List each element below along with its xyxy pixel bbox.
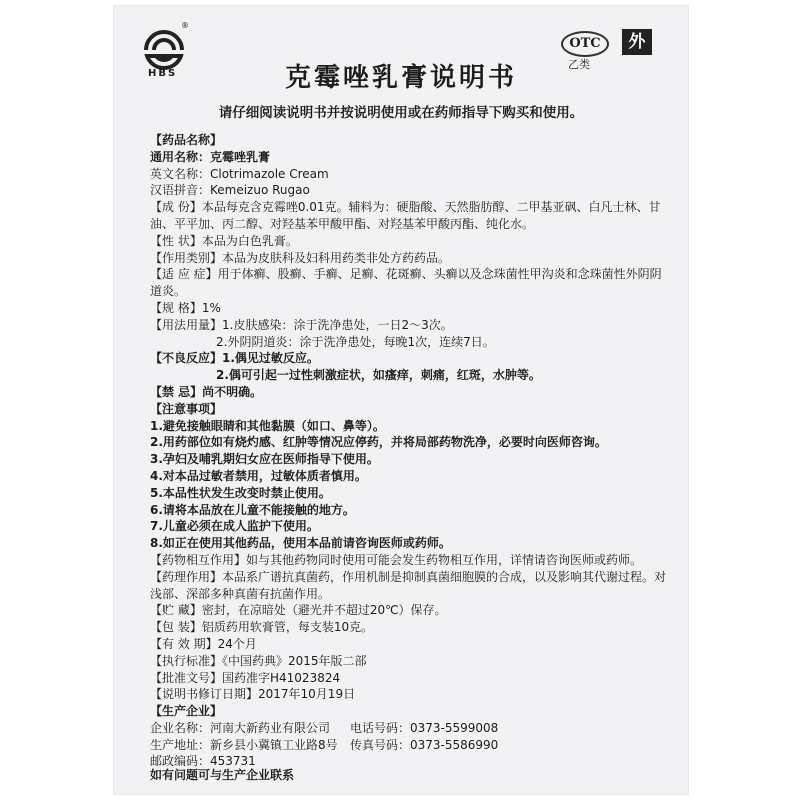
precaution-item: 8.如正在使用其他药品，使用本品前请咨询医师或药师。: [150, 536, 451, 551]
section-indications: 【适 应 症】用于体癣、股癣、手癣、足癣、花斑癣、头癣以及念珠菌性甲沟炎和念珠菌性外阴阴道炎。: [150, 267, 662, 299]
precaution-item: 1.避免接触眼睛和其他黏膜（如口、鼻等）。: [150, 418, 385, 433]
section-standard: 【执行标准】《中国药典》2015年版二部: [150, 653, 367, 668]
company-row-2: [150, 737, 670, 754]
company-fax: 传真号码：0373-5586990: [350, 737, 499, 752]
section-approval: 【批准文号】国药准字H41023824: [150, 670, 341, 685]
section-adverse-2: 2.偶可引起一过性刺激症状，如瘙痒，刺痛，红斑，水肿等。: [216, 368, 541, 383]
registered-mark: ®: [181, 21, 189, 30]
section-ingredients: 【成 份】本品每克含克霉唑0.01克。辅料为：硬脂酸、天然脂肪醇、二甲基亚砜、白凡士林、甘油、平平加、丙二醇、对羟基苯甲酸甲酯、对羟基苯甲酸丙酯、纯化水。: [150, 200, 661, 231]
company-postcode: 邮政编码：453731: [150, 754, 256, 769]
pinyin-name: 汉语拼音：Kemeizuo Rugao: [150, 183, 310, 198]
section-drug-name: 【药品名称】: [150, 133, 223, 147]
section-contraindications: 【禁 忌】尚不明确。: [150, 384, 263, 399]
logo-text: HBS: [148, 68, 178, 79]
section-category: 【作用类别】本品为皮肤科及妇科用药类非处方药药品。: [150, 250, 451, 265]
footer-note: 如有问题可与生产企业联系: [150, 768, 295, 782]
section-spec: 【规 格】1%: [150, 300, 221, 315]
external-use-badge: 外: [622, 29, 652, 55]
precaution-item: 6.请将本品放在儿童不能接触的地方。: [150, 502, 355, 517]
section-usage-2: 2.外阴阴道炎：涂于洗净患处，每晚1次，连续7日。: [216, 334, 495, 349]
page-subtitle: 请仔细阅读说明书并按说明使用或在药师指导下购买和使用。: [218, 105, 584, 121]
otc-badge: OTC: [561, 31, 609, 57]
section-precautions: 【注意事项】: [150, 401, 223, 416]
precaution-item: 2.用药部位如有烧灼感、红肿等情况应停药，并将局部药物洗净，必要时向医师咨询。: [150, 435, 607, 450]
precaution-item: 4.对本品过敏者禁用，过敏体质者慎用。: [150, 468, 367, 483]
section-adverse-1: 【不良反应】1.偶见过敏反应。: [150, 351, 319, 366]
section-package: 【包 装】铝质药用软膏管，每支装10克。: [150, 620, 374, 635]
leaflet-body: [150, 132, 670, 770]
precaution-item: 5.本品性状发生改变时禁止使用。: [150, 485, 331, 500]
precaution-item: 3.孕妇及哺乳期妇女应在医师指导下使用。: [150, 452, 379, 467]
section-revision-date: 【说明书修订日期】2017年10月19日: [150, 687, 356, 702]
english-name: 英文名称：Clotrimazole Cream: [150, 166, 329, 181]
section-interactions: 【药物相互作用】如与其他药物同时使用可能会发生药物相互作用，详情请咨询医师或药师。: [150, 552, 643, 567]
company-address: 生产地址：新乡县小冀镇工业路8号: [150, 737, 338, 752]
otc-class-label: 乙类: [568, 58, 590, 71]
company-row-1: [150, 720, 670, 737]
section-usage-1: 【用法用量】1.皮肤感染：涂于洗净患处，一日2～3次。: [150, 317, 453, 332]
company-name: 企业名称：河南大新药业有限公司: [150, 720, 331, 735]
company-phone: 电话号码：0373-5599008: [350, 720, 499, 735]
section-pharmacology: 【药理作用】本品系广谱抗真菌药，作用机制是抑制真菌细胞膜的合成，以及影响其代谢过程。对浅部、深部多种真菌有抗菌作用。: [150, 569, 667, 601]
section-storage: 【贮 藏】密封，在凉暗处（避光并不超过20℃）保存。: [150, 603, 447, 618]
section-validity: 【有 效 期】24个月: [150, 636, 257, 651]
precaution-item: 7.儿童必须在成人监护下使用。: [150, 519, 319, 534]
section-manufacturer: 【生产企业】: [150, 704, 223, 719]
common-name: 通用名称：克霉唑乳膏: [150, 149, 271, 164]
section-properties: 【性 状】本品为白色乳膏。: [150, 233, 298, 248]
page-title: 克霉唑乳膏说明书: [284, 63, 517, 93]
